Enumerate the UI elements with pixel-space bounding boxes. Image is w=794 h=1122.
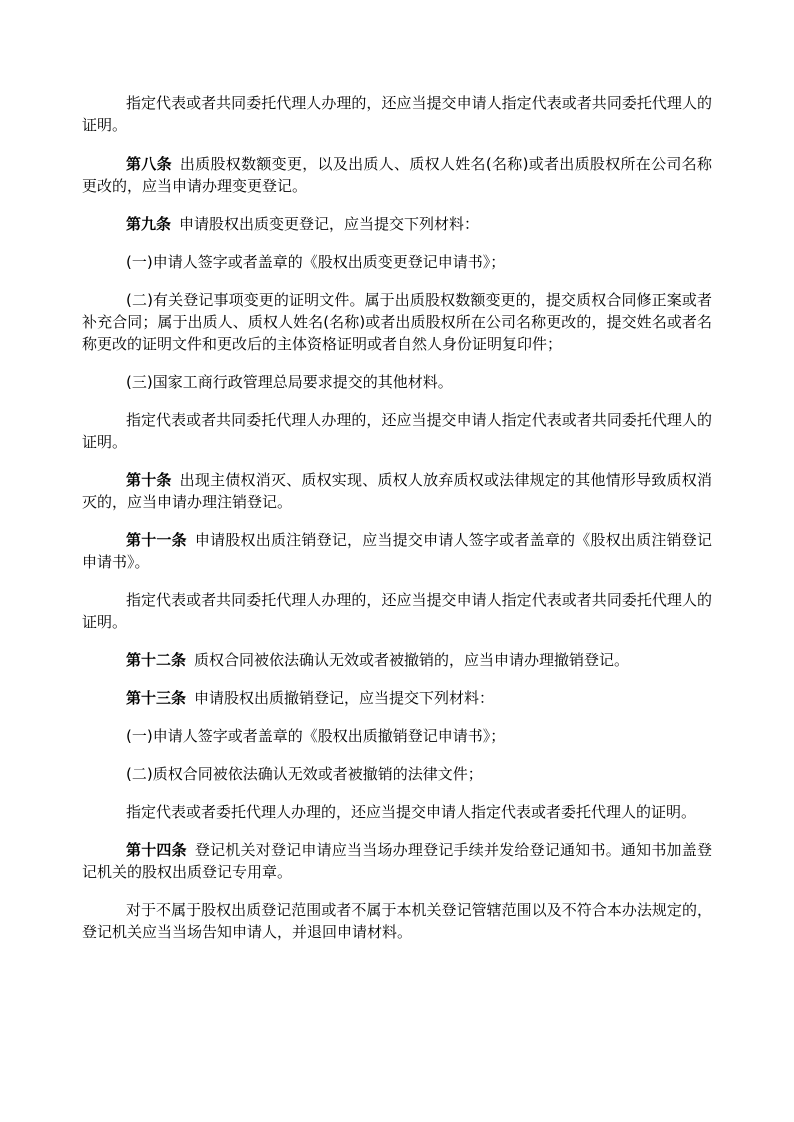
paragraph — [82, 725, 712, 747]
paragraph-text: 指定代表或者委托代理人办理的，还应当提交申请人指定代表或者委托代理人的证明。 — [126, 803, 697, 821]
paragraph — [82, 409, 712, 453]
paragraph-text: 申请股权出质撤销登记，应当提交下列材料： — [194, 689, 495, 707]
paragraph-text: (二)质权合同被依法确认无效或者被撤销的法律文件； — [126, 765, 483, 783]
article-paragraph — [82, 649, 712, 671]
paragraph-text: 指定代表或者共同委托代理人办理的，还应当提交申请人指定代表或者共同委托代理人的证明。 — [82, 411, 712, 451]
paragraph-text: 指定代表或者共同委托代理人办理的，还应当提交申请人指定代表或者共同委托代理人的证明。 — [82, 591, 712, 631]
document-page — [82, 92, 712, 959]
article-title: 第十一条 — [126, 531, 187, 549]
article-paragraph — [82, 529, 712, 573]
paragraph-text: 申请股权出质变更登记，应当提交下列材料： — [179, 215, 480, 233]
article-paragraph — [82, 469, 712, 513]
paragraph — [82, 801, 712, 823]
article-paragraph — [82, 153, 712, 197]
article-paragraph — [82, 839, 712, 883]
paragraph-text: 申请股权出质注销登记，应当提交申请人签字或者盖章的《股权出质注销登记申请书》。 — [82, 531, 712, 571]
article-title: 第九条 — [126, 215, 172, 233]
paragraph-text: 质权合同被依法确认无效或者被撤销的，应当申请办理撤销登记。 — [194, 651, 630, 669]
paragraph — [82, 899, 712, 943]
article-title: 第十条 — [126, 471, 172, 489]
paragraph-text: 出现主债权消灭、质权实现、质权人放弃质权或法律规定的其他情形导致质权消灭的，应当申请办理注销登记。 — [82, 471, 712, 511]
article-title: 第十四条 — [126, 841, 187, 859]
article-paragraph — [82, 687, 712, 709]
paragraph-text: 登记机关对登记申请应当当场办理登记手续并发给登记通知书。通知书加盖登记机关的股权出质登记专用章。 — [82, 841, 712, 881]
article-title: 第十二条 — [126, 651, 187, 669]
paragraph-text: (三)国家工商行政管理总局要求提交的其他材料。 — [126, 373, 453, 391]
paragraph — [82, 763, 712, 785]
paragraph-text: 出质股权数额变更，以及出质人、质权人姓名(名称)或者出质股权所在公司名称更改的，应当申请办理变更登记。 — [82, 155, 712, 195]
paragraph-text: 对于不属于股权出质登记范围或者不属于本机关登记管辖范围以及不符合本办法规定的，登记机关应当当场告知申请人，并退回申请材料。 — [82, 901, 712, 941]
paragraph — [82, 92, 712, 136]
paragraph — [82, 289, 712, 355]
article-title: 第十三条 — [126, 689, 187, 707]
paragraph — [82, 371, 712, 393]
paragraph-text: (一)申请人签字或者盖章的《股权出质撤销登记申请书》； — [126, 727, 506, 745]
article-paragraph — [82, 213, 712, 235]
paragraph-text: 指定代表或者共同委托代理人办理的，还应当提交申请人指定代表或者共同委托代理人的证明。 — [82, 94, 712, 134]
paragraph-text: (二)有关登记事项变更的证明文件。属于出质股权数额变更的，提交质权合同修正案或者补充合同；属于出质人、质权人姓名(名称)或者出质股权所在公司名称更改的，提交姓名或者名称更改的证明文件和更改后的主体资格证明或者自然人身份证明复印件； — [82, 291, 712, 353]
paragraph — [82, 251, 712, 273]
paragraph-text: (一)申请人签字或者盖章的《股权出质变更登记申请书》； — [126, 253, 506, 271]
article-title: 第八条 — [126, 155, 172, 173]
paragraph — [82, 589, 712, 633]
